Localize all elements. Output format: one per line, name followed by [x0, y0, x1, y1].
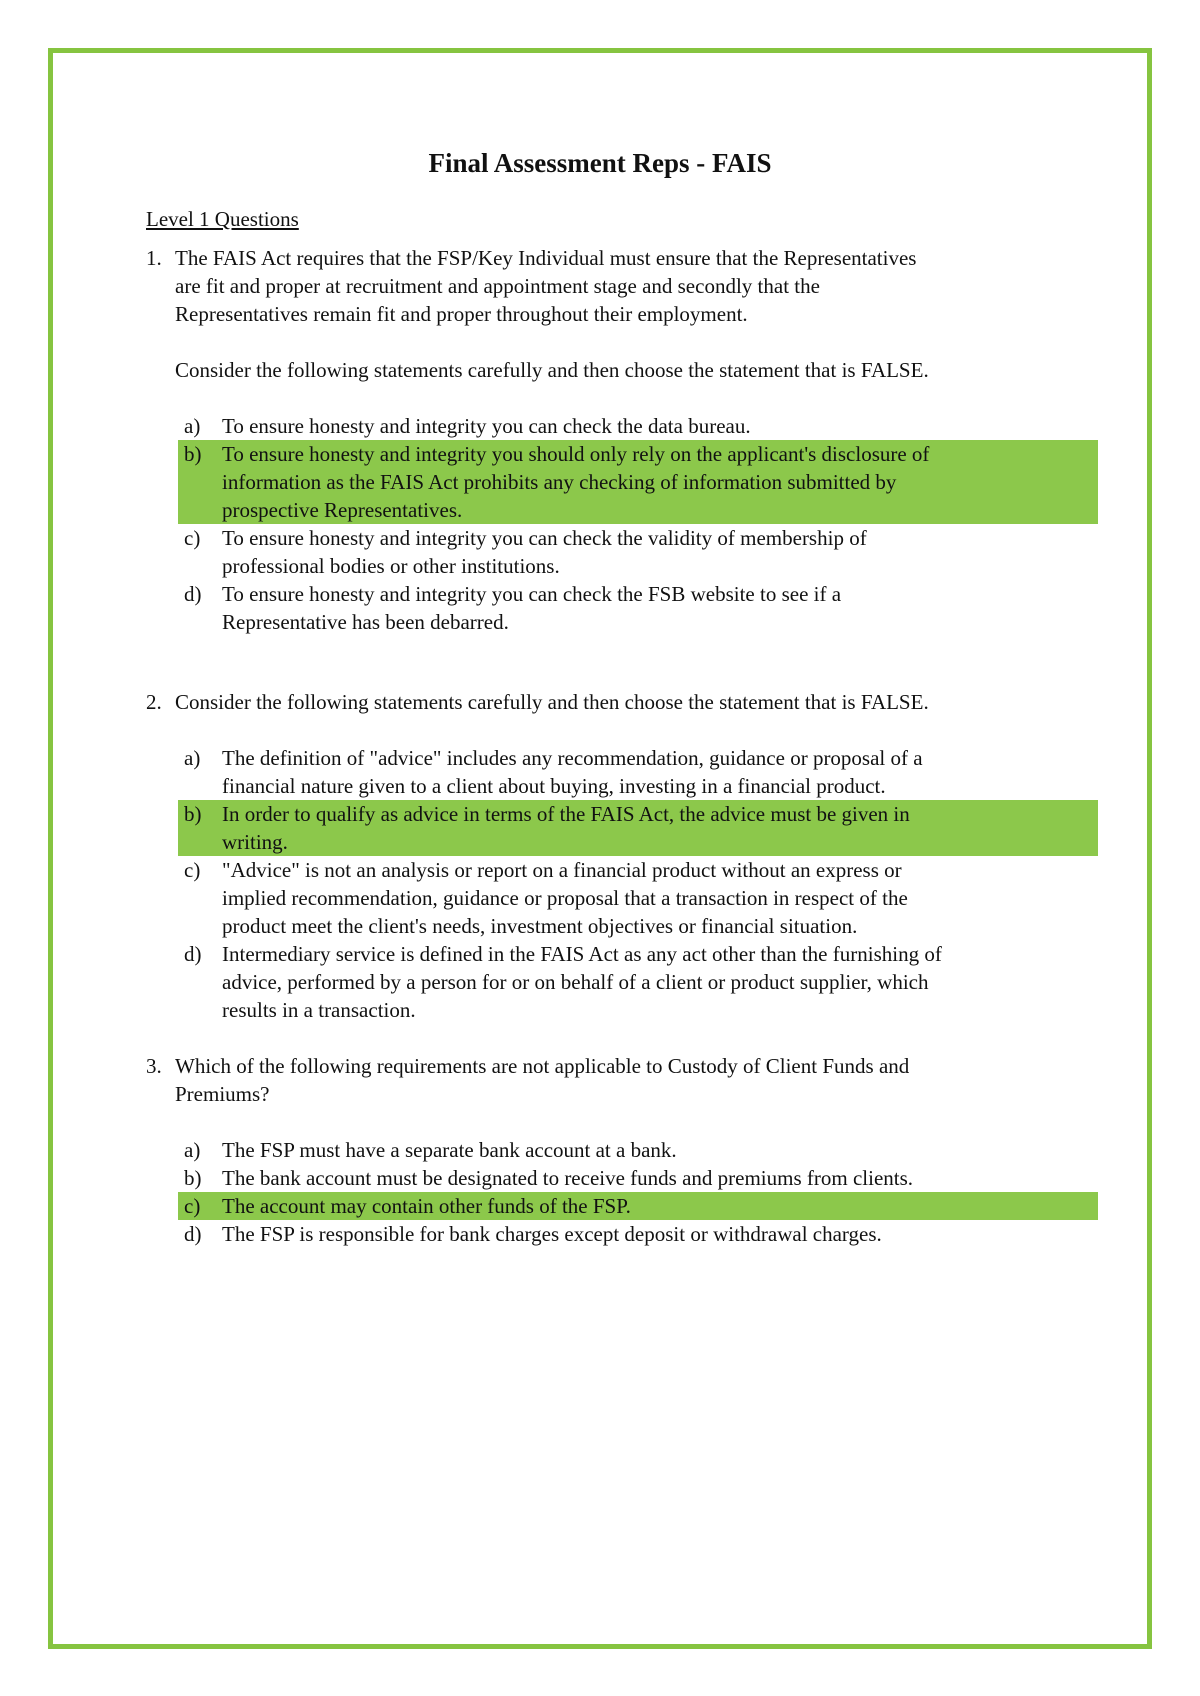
option-text-line: The definition of "advice" includes any recommendation, guidance or proposal of a [222, 746, 923, 770]
option-text [222, 800, 1082, 856]
option-text-line: To ensure honesty and integrity you can check the validity of membership of [222, 526, 867, 550]
question-text [175, 688, 1075, 716]
option-b-correct-answer[interactable] [178, 440, 1098, 524]
option-c-correct-answer[interactable] [178, 1192, 1098, 1220]
question-text [175, 244, 1075, 328]
question-text-line: Premiums? [175, 1082, 270, 1106]
option-text-line: professional bodies or other institutions. [222, 554, 560, 578]
option-letter: b) [184, 442, 202, 466]
option-text [222, 940, 1082, 1024]
instruction-line: Consider the following statements carefully and then choose the statement that is FALSE. [175, 358, 929, 382]
option-text-line: information as the FAIS Act prohibits any checking of information submitted by [222, 470, 897, 494]
option-letter: c) [184, 526, 201, 550]
option-letter: b) [184, 802, 202, 826]
option-text [222, 1220, 1082, 1248]
option-text-line: product meet the client's needs, investment objectives or financial situation. [222, 914, 858, 938]
option-text-line: advice, performed by a person for or on behalf of a client or product supplier, which [222, 970, 929, 994]
option-text [222, 856, 1082, 940]
option-letter: c) [184, 858, 201, 882]
option-text-line: To ensure honesty and integrity you can check the data bureau. [222, 414, 751, 438]
option-text-line: In order to qualify as advice in terms of the FAIS Act, the advice must be given in [222, 802, 910, 826]
question-text-line: The FAIS Act requires that the FSP/Key Individual must ensure that the Representatives [175, 246, 917, 270]
option-text-line: The bank account must be designated to receive funds and premiums from clients. [222, 1166, 914, 1190]
question-instruction [175, 356, 1075, 384]
option-text [222, 744, 1082, 800]
question-number: 2. [146, 690, 162, 714]
option-text-line: financial nature given to a client about buying, investing in a financial product. [222, 774, 886, 798]
question-text-line: Consider the following statements carefully and then choose the statement that is FALSE. [175, 690, 929, 714]
option-a[interactable] [178, 744, 1098, 800]
option-d[interactable] [178, 1220, 1098, 1248]
option-text-line: Representative has been debarred. [222, 610, 509, 634]
option-text [222, 412, 1082, 440]
question-text-line: Representatives remain fit and proper throughout their employment. [175, 302, 748, 326]
option-letter: a) [184, 414, 201, 438]
option-text-line: The FSP is responsible for bank charges except deposit or withdrawal charges. [222, 1222, 882, 1246]
question-text-line: Which of the following requirements are not applicable to Custody of Client Funds and [175, 1054, 910, 1078]
option-text-line: Intermediary service is defined in the FAIS Act as any act other than the furnishing of [222, 942, 942, 966]
option-letter: d) [184, 582, 202, 606]
option-letter: c) [184, 1194, 201, 1218]
option-text [222, 1192, 1082, 1220]
option-text-line: results in a transaction. [222, 998, 416, 1022]
question-text [175, 1052, 1075, 1108]
option-text-line: implied recommendation, guidance or proposal that a transaction in respect of the [222, 886, 908, 910]
option-letter: d) [184, 1222, 202, 1246]
option-text-line: "Advice" is not an analysis or report on a financial product without an express or [222, 858, 902, 882]
option-text-line: To ensure honesty and integrity you should only rely on the applicant's disclosure of [222, 442, 930, 466]
option-c[interactable] [178, 856, 1098, 940]
option-text-line: prospective Representatives. [222, 498, 463, 522]
option-d[interactable] [178, 580, 1098, 636]
option-text-line: To ensure honesty and integrity you can check the FSB website to see if a [222, 582, 842, 606]
option-a[interactable] [178, 412, 1098, 440]
option-letter: a) [184, 1138, 201, 1162]
question-number: 1. [146, 246, 162, 270]
question-text-line: are fit and proper at recruitment and appointment stage and secondly that the [175, 274, 820, 298]
option-text-line: writing. [222, 830, 288, 854]
option-text [222, 440, 1082, 524]
option-letter: b) [184, 1166, 202, 1190]
option-text [222, 1136, 1082, 1164]
question-number: 3. [146, 1054, 162, 1078]
option-b[interactable] [178, 1164, 1098, 1192]
option-text [222, 580, 1082, 636]
option-text-line: The account may contain other funds of the FSP. [222, 1194, 631, 1218]
option-letter: d) [184, 942, 202, 966]
document-title: Final Assessment Reps - FAIS [428, 148, 772, 178]
level-heading: Level 1 Questions [146, 207, 299, 231]
option-text [222, 524, 1082, 580]
option-b-correct-answer[interactable] [178, 800, 1098, 856]
option-d[interactable] [178, 940, 1098, 1024]
option-a[interactable] [178, 1136, 1098, 1164]
option-text-line: The FSP must have a separate bank account at a bank. [222, 1138, 677, 1162]
option-c[interactable] [178, 524, 1098, 580]
option-letter: a) [184, 746, 201, 770]
option-text [222, 1164, 1082, 1192]
